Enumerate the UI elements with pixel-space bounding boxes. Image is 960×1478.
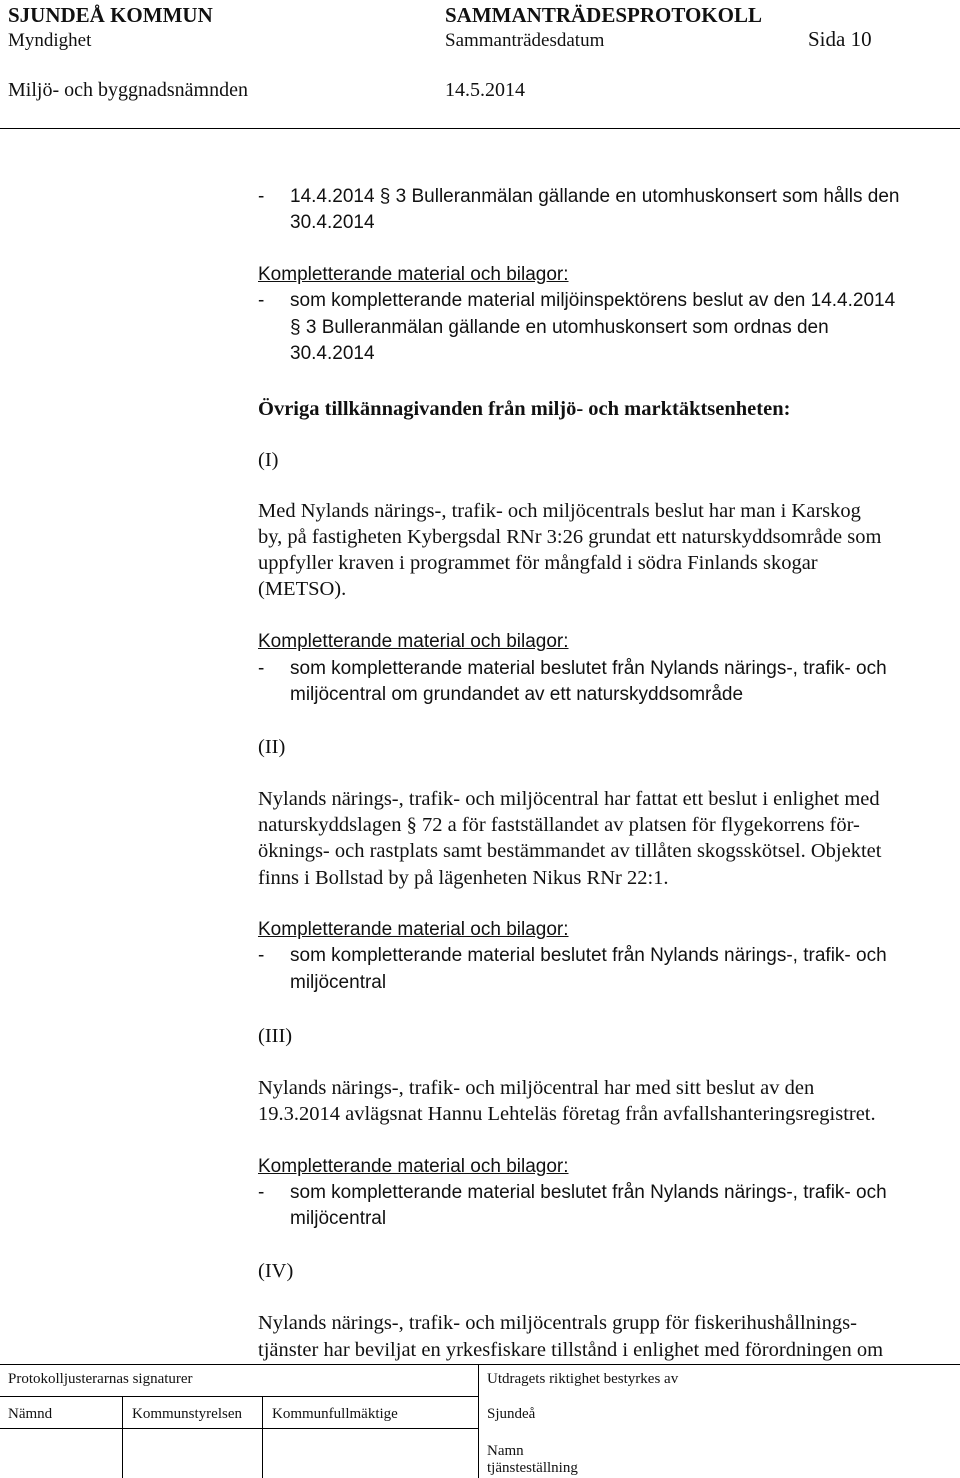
item-label: (IV) (258, 1260, 294, 1282)
supplementary-heading: Kompletterande material och bilagor: (258, 264, 569, 285)
item-label: (III) (258, 1025, 293, 1047)
supplementary-heading: Kompletterande material och bilagor: (258, 1156, 569, 1177)
supplementary-line-2: § 3 Bulleranmälan gällande en utomhuskonsert som ordnas den (290, 317, 829, 338)
supplementary-dash: - (258, 290, 265, 311)
supplementary-dash: - (258, 1182, 265, 1203)
supplementary-heading: Kompletterande material och bilagor: (258, 919, 569, 940)
footer-column-kommunfullmaktige: Kommunfullmäktige (272, 1406, 398, 1422)
item-text-line: 19.3.2014 avlägsnat Hannu Lehteläs företag från avfallshanteringsregistret. (258, 1103, 876, 1125)
footer-place: Sjundeå (487, 1406, 536, 1422)
authority-name: Miljö- och byggnadsnämnden (8, 79, 248, 101)
item-text-line: finns i Bollstad by på lägenheten Nikus RNr 22:1. (258, 867, 669, 889)
intro-line-1: 14.4.2014 § 3 Bulleranmälan gällande en utomhuskonsert som hålls den (290, 186, 900, 207)
footer-inner-rule (0, 1396, 478, 1397)
item-text-line: uppfyller kraven i programmet för mångfald i södra Finlands skogar (258, 552, 818, 574)
item-text-line: naturskyddslagen § 72 a för fastställandet av platsen för flygekorrens för- (258, 814, 860, 836)
signatures-label: Protokolljusterarnas signaturer (8, 1371, 193, 1387)
footer-column-namnd: Nämnd (8, 1406, 53, 1422)
footer-inner-rule (0, 1428, 478, 1429)
supplementary-line-2: miljöcentral (290, 1208, 387, 1229)
item-text-line: Nylands närings-, trafik- och miljöcentrals grupp för fiskerihushållnings- (258, 1312, 857, 1334)
footer-column-kommunstyrelsen: Kommunstyrelsen (132, 1406, 242, 1422)
item-label: (I) (258, 449, 279, 471)
supplementary-line-2: miljöcentral om grundandet av ett naturskyddsområde (290, 684, 744, 705)
supplementary-dash: - (258, 658, 265, 679)
supplementary-line-2: miljöcentral (290, 972, 387, 993)
item-text-line: by, på fastigheten Kybergsdal RNr 3:26 grundat ett naturskyddsområde som (258, 526, 882, 548)
item-text-line: (METSO). (258, 578, 347, 600)
footer-column-divider (262, 1396, 263, 1478)
footer-top-rule (0, 1364, 960, 1365)
supplementary-heading: Kompletterande material och bilagor: (258, 631, 569, 652)
authority-label: Myndighet (8, 30, 92, 51)
intro-dash: - (258, 186, 265, 207)
section-heading: Övriga tillkännagivanden från miljö- och marktäktsenheten: (258, 398, 791, 420)
municipality-name: SJUNDEÅ KOMMUN (8, 3, 213, 27)
intro-line-2: 30.4.2014 (290, 212, 375, 233)
page-number: Sida 10 (808, 27, 872, 51)
supplementary-line-1: som kompletterande material miljöinspektörens beslut av den 14.4.2014 (290, 290, 896, 311)
supplementary-dash: - (258, 945, 265, 966)
item-label: (II) (258, 736, 286, 758)
footer-name-label: Namn (487, 1443, 524, 1459)
supplementary-line-1: som kompletterande material beslutet från Nylands närings-, trafik- och (290, 1182, 887, 1203)
certify-label: Utdragets riktighet bestyrkes av (487, 1371, 679, 1387)
item-text-line: Med Nylands närings-, trafik- och miljöcentrals beslut har man i Karskog (258, 500, 861, 522)
header-divider (0, 128, 960, 129)
item-text-line: Nylands närings-, trafik- och miljöcentral har med sitt beslut av den (258, 1077, 815, 1099)
footer-title-label: tjänsteställning (487, 1460, 578, 1476)
footer-vertical-divider (478, 1364, 479, 1478)
supplementary-line-1: som kompletterande material beslutet från Nylands närings-, trafik- och (290, 658, 887, 679)
item-text-line: öknings- och rastplats samt bestämmandet av tillåten skogsskötsel. Objektet (258, 840, 882, 862)
item-text-line: Nylands närings-, trafik- och miljöcentral har fattat ett beslut i enlighet med (258, 788, 880, 810)
protocol-title: SAMMANTRÄDESPROTOKOLL (445, 3, 762, 27)
meeting-date: 14.5.2014 (445, 79, 525, 101)
supplementary-line-3: 30.4.2014 (290, 343, 375, 364)
item-text-line: tjänster har beviljat en yrkesfiskare tillstånd i enlighet med förordningen om (258, 1339, 884, 1361)
supplementary-line-1: som kompletterande material beslutet från Nylands närings-, trafik- och (290, 945, 887, 966)
footer-column-divider (122, 1396, 123, 1478)
date-label: Sammanträdesdatum (445, 30, 605, 51)
